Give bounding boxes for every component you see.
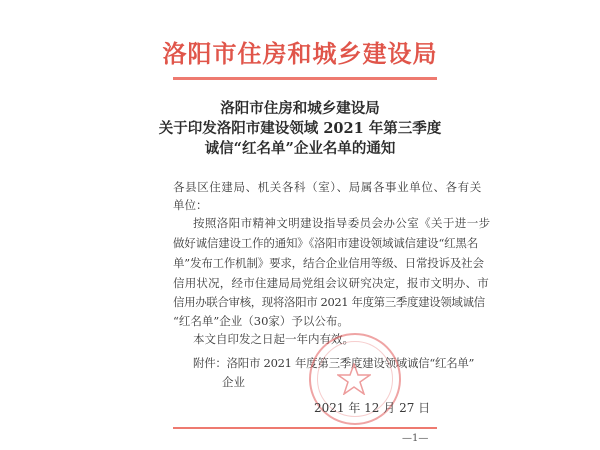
letterhead-rule xyxy=(173,77,437,80)
body-line: 各县区住建局、机关各科（室）、局属各事业单位、各有关 xyxy=(173,180,482,194)
page-number: —1— xyxy=(402,433,429,444)
star-icon xyxy=(337,363,371,395)
body-line: 信用状况，经市住建局局党组会议研究决定，报市文明办、市 xyxy=(173,276,489,290)
attachment-line: 企业 xyxy=(222,375,245,389)
body-line: 单位： xyxy=(173,198,208,212)
title-line-3: 诚信“红名单”企业名单的通知 xyxy=(204,140,396,157)
body-line: 信用办联合审核，现将洛阳市 2021 年度第三季度建设领域诚信 xyxy=(173,295,485,309)
title-line-1: 洛阳市住房和城乡建设局 xyxy=(220,100,380,117)
issue-date: 2021 年 12 月 27 日 xyxy=(314,401,431,415)
body-line: 做好诚信建设工作的通知》《洛阳市建设领域诚信建设“红黑名 xyxy=(173,236,479,250)
letterhead: 洛阳市住房和城乡建设局 xyxy=(162,39,438,68)
body-line: 按照洛阳市精神文明建设指导委员会办公室《关于进一步 xyxy=(193,216,491,230)
body-line: “红名单”企业（30家）予以公布。 xyxy=(173,314,349,328)
attachment-line: 附件：洛阳市 2021 年度第三季度建设领域诚信“红名单” xyxy=(193,356,475,370)
title-line-2: 关于印发洛阳市建设领域 2021 年第三季度 xyxy=(158,120,442,137)
body-line: 本文自印发之日起一年内有效。 xyxy=(193,332,354,346)
body-line: 单”发布工作机制》要求，结合企业信用等级、日常投诉及社会 xyxy=(173,256,484,270)
footer-rule xyxy=(173,427,437,429)
